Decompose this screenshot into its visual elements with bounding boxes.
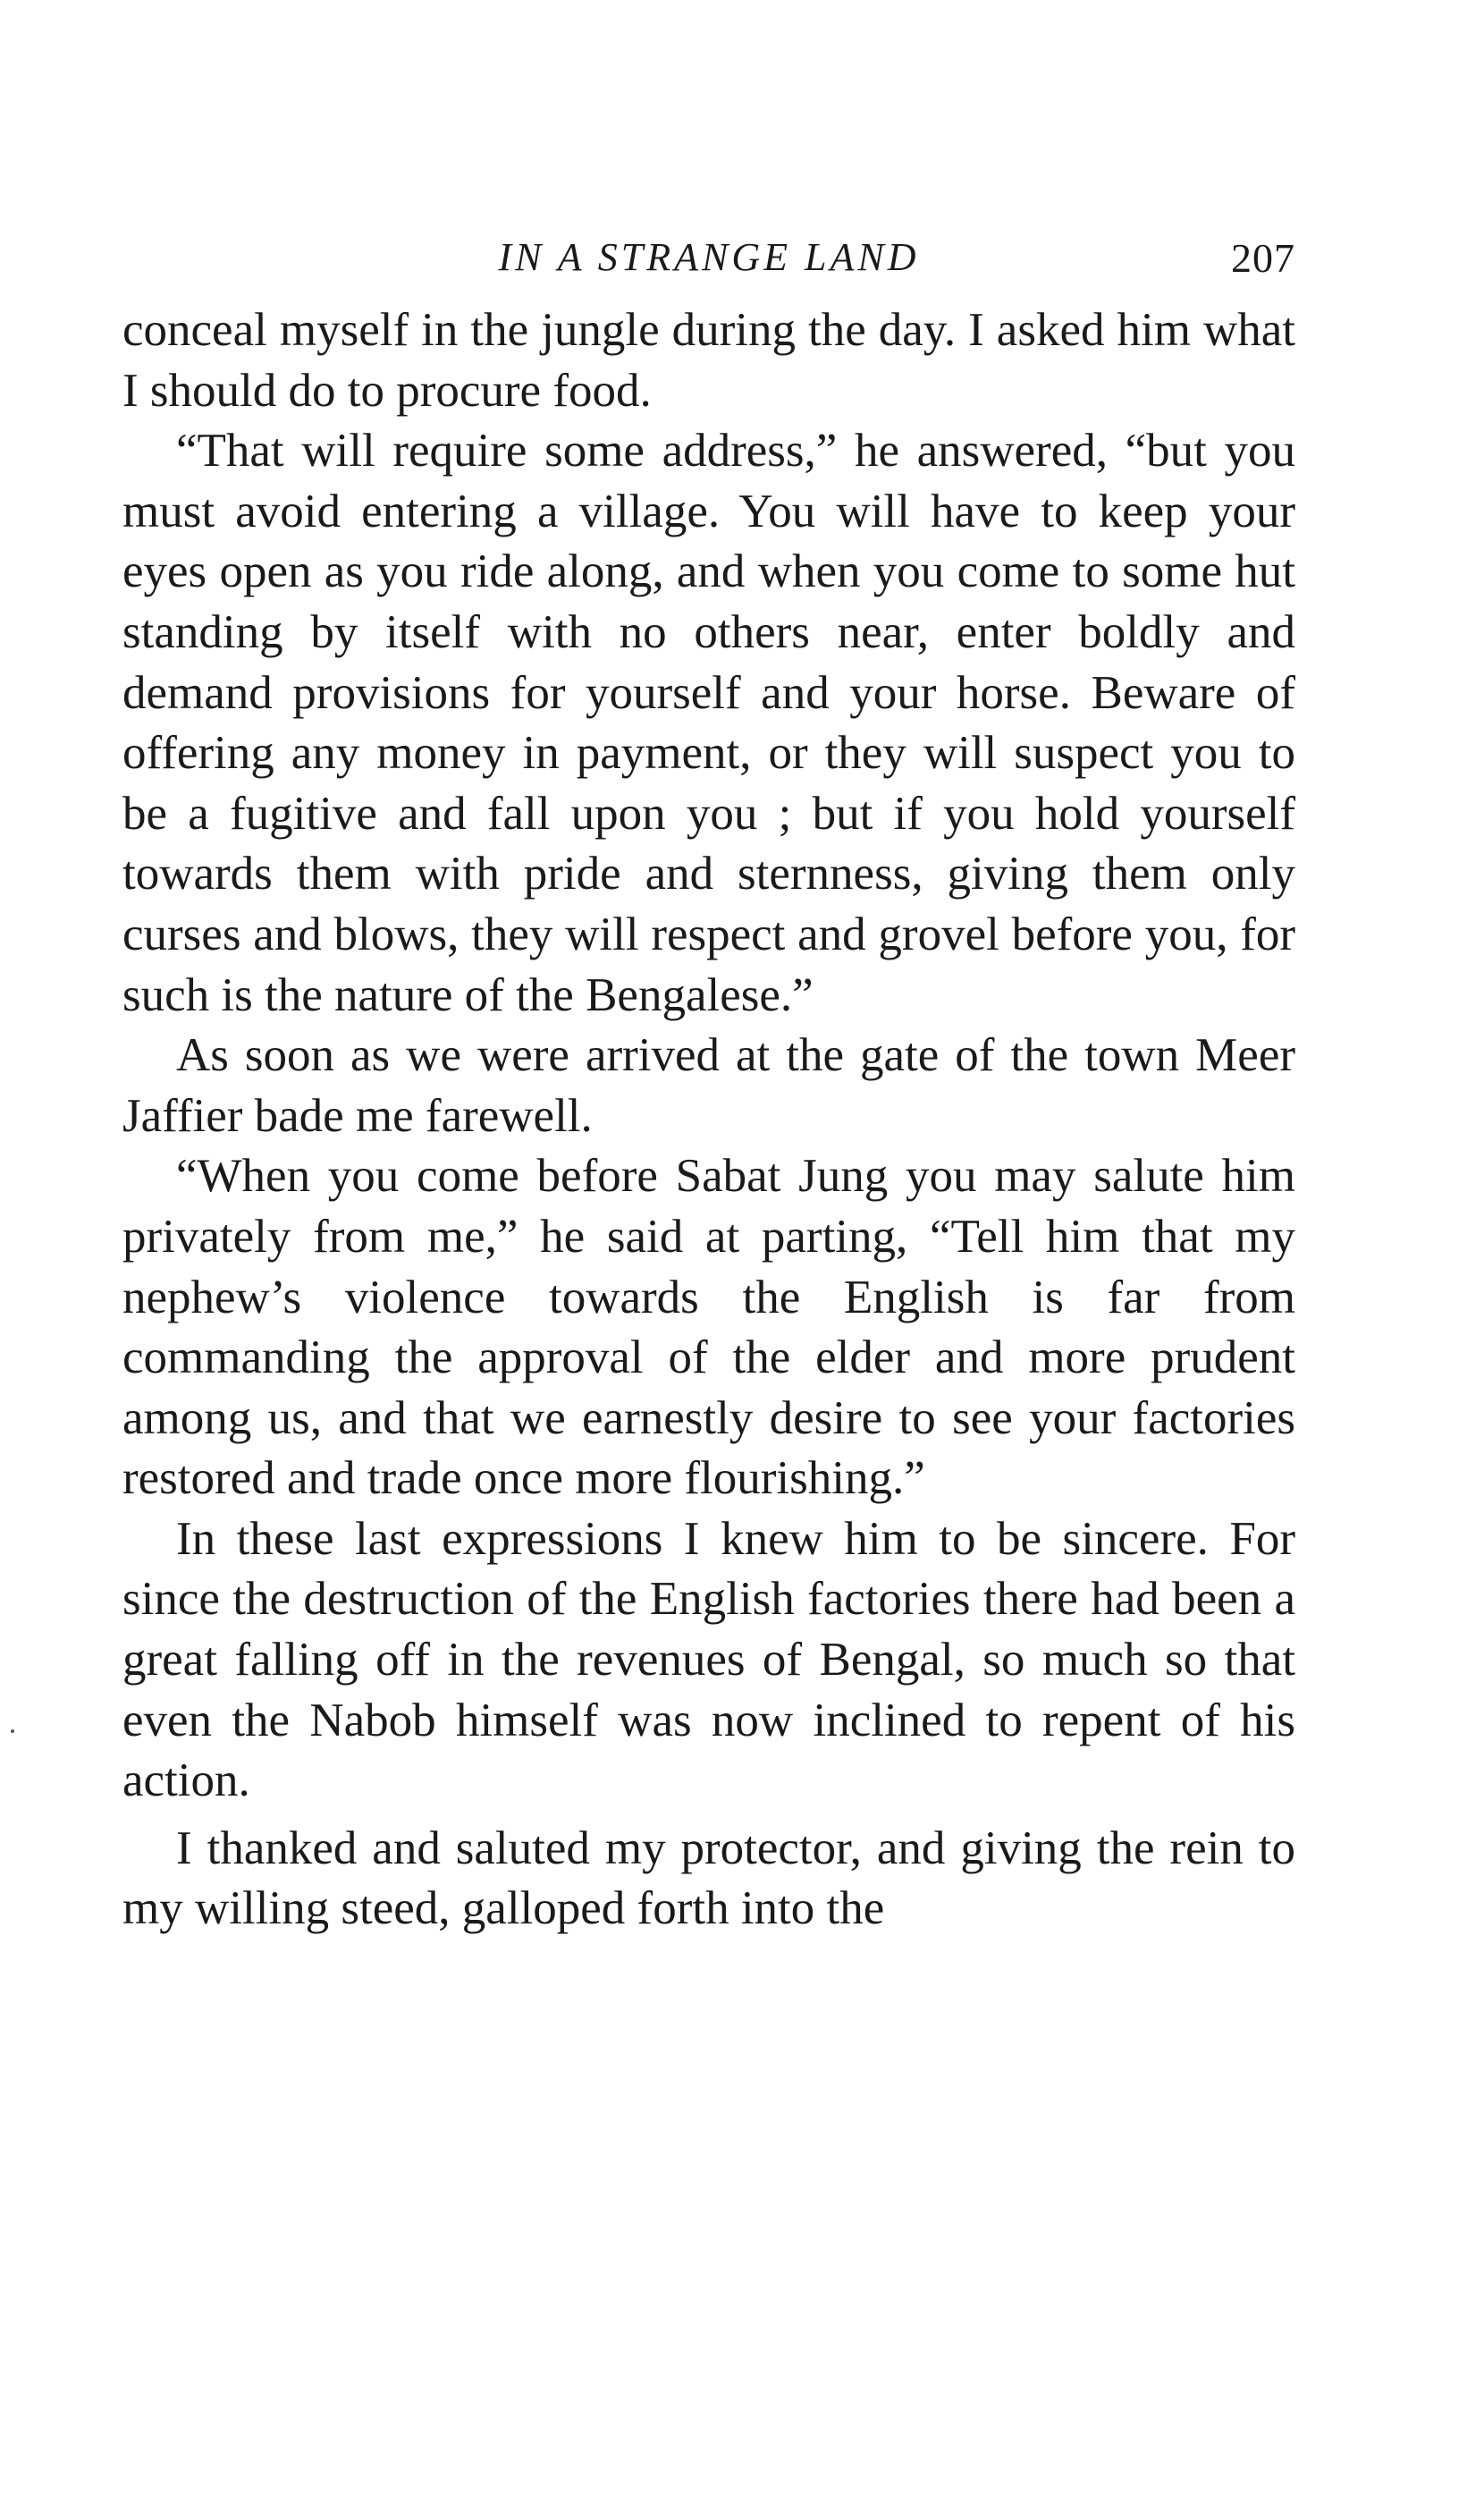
running-head xyxy=(122,234,1295,300)
stray-ink-dot xyxy=(11,1729,14,1733)
book-page xyxy=(122,234,1295,1940)
paragraph: conceal myself in the jungle during the day. I asked him what I should do to procure food. xyxy=(122,304,1295,417)
paragraph: In these last expressions I knew him to be sincere. For since the destruction of the English factories there had been a great falling off in the revenues of Bengal, so much so that even the Nabob himself was now inclined to repent of his action. xyxy=(122,1512,1295,1807)
body-text xyxy=(122,300,1295,1940)
page-number: 207 xyxy=(1231,235,1295,281)
paragraph: I thanked and saluted my protector, and giving the rein to my willing steed, galloped forth into the xyxy=(122,1822,1295,1935)
running-title: IN A STRANGE LAND xyxy=(498,235,920,279)
paragraph: “That will require some address,” he answered, “but you must avoid entering a village. You will have to keep your eyes open as you ride along, and when you come to some hut standing by itself with no others near, enter boldly and demand provisions for yourself and your horse. Beware of offering any money in payment, or they will suspect you to be a fugitive and fall upon you ; but if you hold yourself towards them with pride and sternness, giving them only curses and blows, they will respect and grovel before you, for such is the nature of the Bengalese.” xyxy=(122,425,1295,1021)
paragraph: “When you come before Sabat Jung you may salute him privately from me,” he said at parting, “Tell him that my nephew’s violence towards the English is far from commanding the approval of the elder and more prudent among us, and that we earnestly desire to see your factories restored and trade once more flourishing.” xyxy=(122,1150,1295,1505)
paragraph: As soon as we were arrived at the gate of the town Meer Jaffier bade me farewell. xyxy=(122,1029,1295,1142)
